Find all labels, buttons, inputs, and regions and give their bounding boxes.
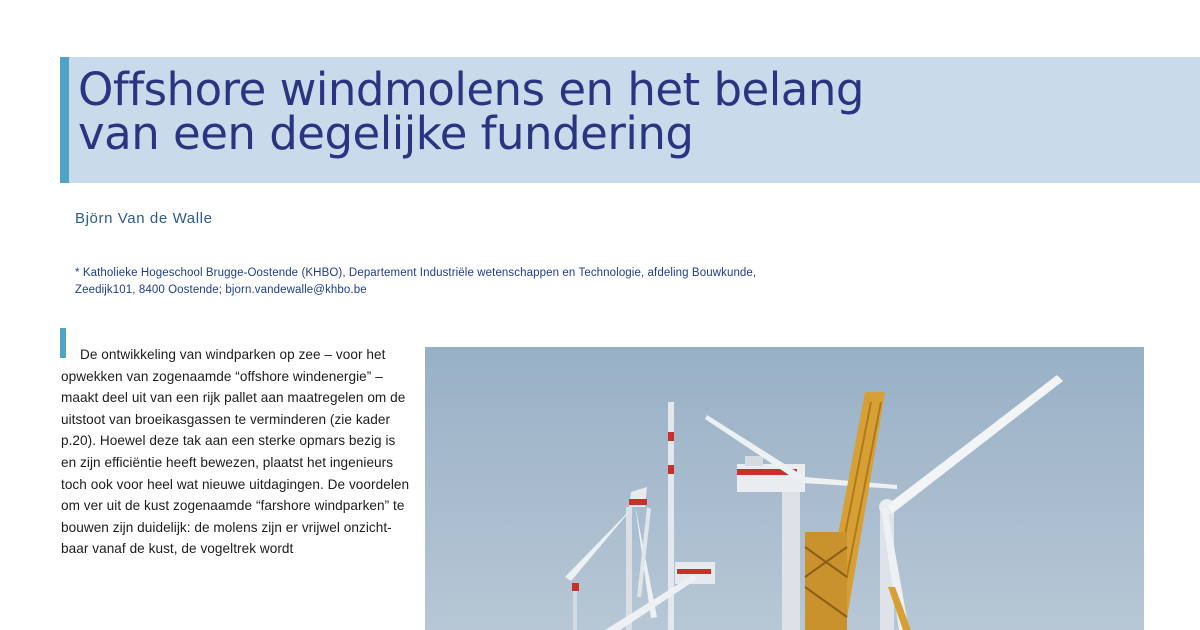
title-accent-bar <box>60 57 69 183</box>
author-affiliation <box>75 265 1035 299</box>
article-title-line-2: van een degelijke fundering <box>78 107 694 160</box>
article-title-line-1: Offshore windmolens en het belang <box>78 63 864 116</box>
wind-turbine-construction-icon <box>425 347 1144 630</box>
affiliation-line-1: * Katholieke Hogeschool Brugge-Oostende (KHBO), Departement Industriële wetenschappen en Technologie, afdeling Bouwkunde, <box>75 267 757 279</box>
affiliation-line-2: Zeedijk101, 8400 Oostende; bjorn.vandewalle@khbo.be <box>75 284 367 296</box>
wind-turbine-photo <box>425 347 1144 630</box>
article-body-text: De ontwikkeling van windparken op zee – voor het opwekken van zogenaamde “offshore windenergie” – maakt deel uit van een rijk pallet aan maatregelen om de uitstoot van broeikasgassen te verminderen (zie kader p.20). Hoewel deze tak aan een sterke opmars bezig is en zijn efficiëntie heeft bewezen, plaatst het ingenieurs toch ook voor heel wat nieuwe uitdagingen. De voordelen om ver uit de kust zogenaamde “farshore windparken” te bouwen zijn duidelijk: de molens zijn er vrijwel onzicht-baar vanaf de kust, de vogeltrek wordt <box>61 347 410 557</box>
author-name: Björn Van de Walle <box>75 210 213 227</box>
article-title <box>78 63 864 160</box>
